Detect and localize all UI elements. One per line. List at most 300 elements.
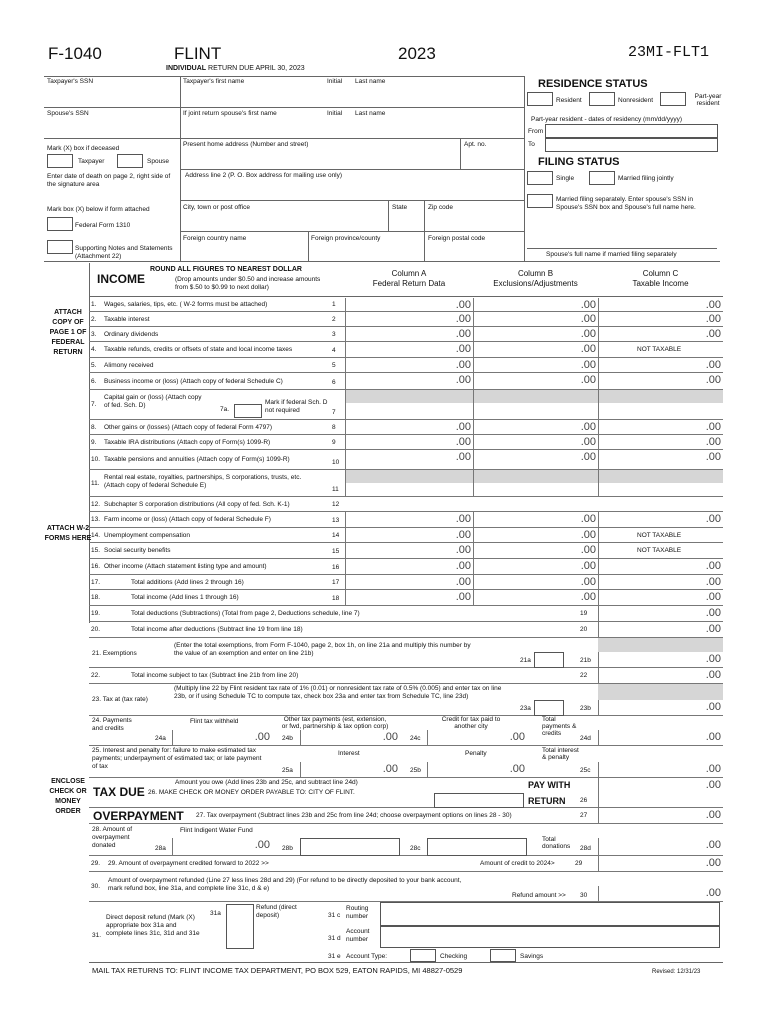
line-7a-mark-label: Mark if federal Sch. D not required (265, 399, 328, 414)
line-29-number: 29. (91, 860, 101, 867)
line-5-label: Alimony received (104, 361, 154, 369)
line-17-col-b[interactable] (473, 575, 598, 590)
line-15-col-b[interactable] (473, 543, 598, 559)
line-19-number: 19. (91, 610, 101, 617)
foreign-postal-label: Foreign postal code (428, 235, 486, 242)
partyear-checkbox[interactable] (660, 92, 686, 106)
supporting-notes-label: Supporting Notes and Statements (Attachment 22) (75, 245, 173, 260)
nonresident-checkbox[interactable] (589, 92, 615, 106)
line-3-label: Ordinary dividends (104, 330, 159, 338)
line-16-col-b[interactable] (473, 559, 598, 575)
line-9-col-c-cents: .00 (705, 436, 721, 448)
line-28d-col-c-cents: .00 (705, 839, 721, 851)
line-28c-ref: 28c (410, 845, 421, 852)
line-6-col-b-cents: .00 (580, 374, 596, 386)
shaded-cell (598, 638, 723, 652)
line-17-col-a-cents: .00 (455, 576, 471, 588)
drop-note: (Drop amounts under $0.50 and increase amounts from $.50 to $0.99 to next dollar) (175, 276, 321, 291)
line-29-ref: 29 (575, 860, 583, 867)
line-13-col-c[interactable] (598, 512, 723, 528)
line-28a-field[interactable] (172, 838, 272, 856)
line-18-number: 18. (91, 594, 101, 601)
line-4-label: Taxable refunds, credits or offsets of state and local income taxes (104, 346, 293, 353)
line-13-col-b-cents: .00 (580, 513, 596, 525)
water-fund-label: Flint Indigent Water Fund (180, 827, 253, 834)
line-10-number: 10. (91, 456, 101, 463)
routing-number-field[interactable] (380, 902, 720, 926)
spouse-fullname-label: Spouse's full name if married filing separately (546, 251, 677, 258)
line-2-col-b-cents: .00 (580, 313, 596, 325)
form1310-checkbox[interactable] (47, 217, 73, 231)
line-8-col-c-cents: .00 (705, 421, 721, 433)
line-31-label: Direct deposit refund (Mark (X) appropriate box 31a and complete lines 31c, 31d and 31e (106, 914, 200, 937)
line-23b-col-c[interactable] (598, 700, 723, 716)
line-30-col-c-cents: .00 (705, 887, 721, 899)
line-9-col-c[interactable] (598, 435, 723, 450)
line-7-ref: 7 (332, 409, 336, 416)
line-7-label: Capital gain or (loss) (Attach copy of fed. Sch. D) (104, 394, 202, 409)
overpayment-title: OVERPAYMENT (93, 809, 184, 823)
line-10-col-b-cents: .00 (580, 451, 596, 463)
line-28b-field[interactable] (300, 838, 400, 856)
line-1-col-c[interactable] (598, 298, 723, 312)
account-number-field[interactable] (380, 926, 720, 948)
line-12-number: 12. (91, 500, 101, 508)
line-24c-field-cents: .00 (509, 731, 525, 743)
line-20-col-c[interactable] (598, 622, 723, 638)
line-2-col-c[interactable] (598, 312, 723, 327)
line-16-col-b-cents: .00 (580, 560, 596, 572)
deceased-spouse-checkbox[interactable] (117, 154, 143, 168)
line-30-number: 30. (91, 883, 101, 890)
state-label: State (392, 204, 408, 211)
line-13-col-b[interactable] (473, 512, 598, 528)
income-title: INCOME (97, 272, 145, 286)
line-5-col-a[interactable] (345, 358, 473, 373)
line-8-label: Other gains or (losses) (Attach copy of federal Form 4797) (104, 423, 272, 431)
line-27-col-c[interactable] (598, 808, 723, 824)
line-4-col-a-cents: .00 (455, 343, 471, 355)
line-28d-col-c[interactable] (598, 838, 723, 856)
line-11-ref: 11 (332, 486, 339, 493)
apt-label: Apt. no. (464, 141, 487, 148)
line-26-label: 26. MAKE CHECK OR MONEY ORDER PAYABLE TO: CITY OF FLINT. (148, 789, 355, 796)
line-24-label: 24. Payments and credits (92, 717, 132, 732)
single-label: Single (556, 175, 575, 182)
line-23-text: (Multiply line 22 by Flint resident tax rate of 1% (0.01) or nonresident tax rate of 0.5% (0.005) and enter tax on line 23b, or if using Schedule TC to compute tax, check box 23a and enter tax from Schedule TC, line 23d) (174, 685, 502, 700)
line-17-col-c[interactable] (598, 575, 723, 590)
line-27-col-c-cents: .00 (705, 809, 721, 821)
line-29-credit-label: Amount of credit to 2024> (480, 860, 555, 867)
line-10-col-a[interactable] (345, 450, 473, 470)
line-25a-field[interactable] (300, 762, 400, 778)
line-10-col-a-cents: .00 (455, 451, 471, 463)
line-17-col-b-cents: .00 (580, 576, 596, 588)
line-4-col-b-cents: .00 (580, 343, 596, 355)
partyear-dates-label: Part-year resident - dates of residency (mm/dd/yyyy) (531, 116, 682, 123)
line-30-ref: 30 (580, 892, 588, 899)
line-21-text: (Enter the total exemptions, from Form F-1040, page 2, box 1h, on line 21a and multiply this number by the value of an exemption and enter on line 21b) (174, 642, 471, 657)
line-18-col-c[interactable] (598, 590, 723, 606)
line-2-ref: 2 (332, 316, 336, 323)
line-29-col-c[interactable] (598, 856, 723, 872)
line-5-col-c-cents: .00 (705, 359, 721, 371)
line-23b-label: 23b (580, 705, 591, 712)
enclose-check-note: ENCLOSE CHECK OR MONEY ORDER (49, 778, 87, 815)
line-24d-col-c[interactable] (598, 730, 723, 746)
line-28d-label: Total donations (542, 836, 571, 850)
line-26-amount-field[interactable] (434, 793, 524, 808)
line-2-col-c-cents: .00 (705, 313, 721, 325)
line-5-col-b-cents: .00 (580, 359, 596, 371)
line-16-col-a-cents: .00 (455, 560, 471, 572)
line-8-col-c[interactable] (598, 420, 723, 435)
line-24a-ref: 24a (155, 735, 166, 742)
city-title: FLINT (174, 44, 222, 63)
return-due: INDIVIDUAL RETURN DUE APRIL 30, 2023 (166, 65, 305, 72)
line-20-number: 20. (91, 626, 101, 633)
form1310-label: Federal Form 1310 (75, 222, 131, 229)
line-13-col-c-cents: .00 (705, 513, 721, 525)
death-date-note: Enter date of death on page 2, right side of the signature area (47, 173, 171, 188)
line-14-ref: 14 (332, 532, 340, 539)
line-20-col-c-cents: .00 (705, 623, 721, 635)
deceased-label: Mark (X) box if deceased (47, 145, 120, 152)
line-10-ref: 10 (332, 459, 340, 466)
line-16-ref: 16 (332, 564, 340, 571)
line-1-ref: 1 (332, 301, 336, 308)
line-15-number: 15. (91, 547, 101, 554)
savings-checkbox[interactable] (490, 949, 516, 962)
line-23a-checkbox[interactable] (534, 700, 564, 716)
line-21b-col-c[interactable] (598, 652, 723, 668)
line-3-ref: 3 (332, 331, 336, 338)
line-14-number: 14. (91, 531, 101, 539)
line-28-label: 28. Amount of overpayment donated (92, 826, 133, 849)
line-14-col-a[interactable] (345, 528, 473, 543)
line-4-col-c (598, 342, 723, 358)
line-14-col-b-cents: .00 (580, 529, 596, 541)
spouse-last-label: Last name (355, 110, 386, 117)
line-6-col-b[interactable] (473, 373, 598, 390)
line-12-label: Subchapter S corporation distributions (All copy of fed. Sch. K-1) (104, 500, 290, 508)
not-taxable-label: NOT TAXABLE (637, 531, 682, 539)
single-checkbox[interactable] (527, 171, 553, 185)
line-1-number: 1. (91, 301, 97, 308)
taxpayer-check-label: Taxpayer (78, 158, 105, 165)
line-16-label: Other income (Attach statement listing type and amount) (104, 563, 267, 570)
income-line-12 (89, 497, 723, 512)
line-30-label: Amount of overpayment refunded (Line 27 less lines 28d and 29) (For refund to be directly deposited to your bank account, mark refund box, line 31a, and complete line 31c, d & e) (108, 877, 462, 892)
form-code: 23MI-FLT1 (628, 44, 710, 61)
line-3-col-b-cents: .00 (580, 328, 596, 340)
filing-status-title: FILING STATUS (538, 156, 620, 168)
line-3-col-a-cents: .00 (455, 328, 471, 340)
line-5-col-c[interactable] (598, 358, 723, 373)
line-29-col-c-cents: .00 (705, 857, 721, 869)
line-25a-field-cents: .00 (382, 763, 398, 775)
line-4-col-a[interactable] (345, 342, 473, 358)
line-24b-field-cents: .00 (382, 731, 398, 743)
line-15-col-a[interactable] (345, 543, 473, 559)
line-21a-label: 21a (520, 657, 531, 664)
account-type-label: Account Type: (346, 953, 388, 960)
line-21b-label: 21b (580, 657, 591, 664)
line-13-col-a[interactable] (345, 512, 473, 528)
account-label: Account number (346, 928, 370, 943)
line-24b-field[interactable] (300, 730, 400, 746)
line-17-number: 17. (91, 578, 101, 586)
line-13-number: 13. (91, 516, 101, 523)
line-21b-col-c-cents: .00 (705, 653, 721, 665)
line-7-number: 7. (91, 401, 97, 408)
line-16-number: 16. (91, 563, 101, 570)
line-24c-field[interactable] (427, 730, 527, 746)
line-2-col-b[interactable] (473, 312, 598, 327)
line-8-col-b-cents: .00 (580, 421, 596, 433)
refund-amount-label: Refund amount >> (512, 892, 566, 899)
not-taxable-label: NOT TAXABLE (637, 547, 682, 554)
line-6-ref: 6 (332, 379, 336, 386)
line-9-col-b-cents: .00 (580, 436, 596, 448)
line-20-ref: 20 (580, 626, 588, 633)
line-7a-checkbox[interactable] (234, 404, 262, 418)
line-4-ref: 4 (332, 347, 336, 354)
line-24a-label: Flint tax withheld (190, 718, 239, 725)
shaded-cell (345, 470, 473, 483)
line-9-col-b[interactable] (473, 435, 598, 450)
line-3-col-c[interactable] (598, 327, 723, 342)
line-10-col-b[interactable] (473, 450, 598, 470)
line-15-col-b-cents: .00 (580, 544, 596, 556)
spouse-initial-label: Initial (327, 110, 343, 117)
shaded-cell (473, 390, 598, 403)
line-28d-ref: 28d (580, 845, 591, 852)
tax-due-title: TAX DUE (93, 785, 145, 799)
to-date-field[interactable] (545, 138, 718, 152)
address1-label: Present home address (Number and street) (183, 141, 309, 148)
initial-label: Initial (327, 78, 343, 85)
line-25c-ref: 25c (580, 767, 591, 774)
line-27-ref: 27 (580, 812, 588, 819)
line-25a-ref: 25a (282, 767, 293, 774)
line-4-number: 4. (91, 346, 97, 353)
line-9-ref: 9 (332, 439, 336, 446)
line-25b-ref: 25b (410, 767, 421, 774)
refund-direct-deposit-checkbox[interactable] (226, 904, 254, 949)
shaded-cell (598, 470, 723, 483)
line-28b-ref: 28b (282, 845, 293, 852)
line-29-label: 29. Amount of overpayment credited forward to 2022 >> (108, 860, 269, 867)
address2-label: Address line 2 (P. O. Box address for mailing use only) (185, 172, 343, 179)
line-24d-label: Total payments & credits (542, 716, 577, 737)
residence-status-title: RESIDENCE STATUS (538, 78, 648, 90)
line-3-col-b[interactable] (473, 327, 598, 342)
line-12-ref: 12 (332, 501, 340, 508)
line-19-col-c-cents: .00 (705, 607, 721, 619)
interest-label: Interest (338, 750, 360, 757)
line-19-label: Total deductions (Subtractions) (Total from page 2, Deductions schedule, line 7) (131, 610, 360, 617)
line-13-col-a-cents: .00 (455, 513, 471, 525)
line-8-number: 8. (91, 423, 97, 431)
line-14-col-a-cents: .00 (455, 529, 471, 541)
penalty-label: Penalty (465, 750, 487, 757)
line-1-col-b[interactable] (473, 298, 598, 312)
line-23-label: 23. Tax at (tax rate) (92, 696, 148, 703)
line-31a-ref: 31a (210, 910, 221, 917)
line-2-col-a[interactable] (345, 312, 473, 327)
checking-checkbox[interactable] (410, 949, 436, 962)
line-10-col-c-cents: .00 (705, 451, 721, 463)
line-15-label: Social security benefits (104, 547, 171, 554)
line-5-col-b[interactable] (473, 358, 598, 373)
line-11-number: 11. (91, 479, 100, 487)
line-9-number: 9. (91, 438, 97, 446)
return-label: RETURN (528, 796, 566, 806)
line-10-label: Taxable pensions and annuities (Attach copy of Form(s) 1099-R) (104, 456, 290, 463)
line-25-label: 25. Interest and penalty for: failure to make estimated tax payments; underpayment of estimated tax; or late payment of tax (92, 747, 262, 770)
line-16-col-c-cents: .00 (705, 560, 721, 572)
refund-dd-label: Refund (direct deposit) (256, 904, 297, 919)
line-21a-field[interactable] (534, 652, 564, 668)
joint-checkbox[interactable] (589, 171, 615, 185)
foreign-country-label: Foreign country name (183, 235, 247, 242)
checking-label: Checking (440, 953, 468, 960)
to-label: To (528, 141, 535, 148)
line-14-col-b[interactable] (473, 528, 598, 543)
resident-label: Resident (556, 97, 582, 104)
line-6-number: 6. (91, 377, 97, 385)
line-8-col-b[interactable] (473, 420, 598, 435)
line-19-col-c[interactable] (598, 606, 723, 622)
shaded-cell (598, 390, 723, 403)
from-date-field[interactable] (545, 124, 718, 138)
joint-label: Married filing jointly (618, 175, 674, 182)
line-18-col-a-cents: .00 (455, 591, 471, 603)
line-2-col-a-cents: .00 (455, 313, 471, 325)
col-a-header: Column A Federal Return Data (372, 269, 446, 288)
line-20-label: Total income after deductions (Subtract line 19 from line 18) (131, 626, 303, 633)
line-1-label: Wages, salaries, tips, etc. ( W-2 forms must be attached) (104, 301, 268, 308)
line-1-col-a-cents: .00 (455, 299, 471, 311)
line-22-label: Total income subject to tax (Subtract line 21b from line 20) (131, 672, 299, 679)
line-10-col-c[interactable] (598, 450, 723, 470)
line-15-ref: 15 (332, 548, 340, 555)
shaded-cell (598, 684, 723, 700)
line-6-col-a[interactable] (345, 373, 473, 390)
line-28a-field-cents: .00 (254, 839, 270, 851)
line-3-col-c-cents: .00 (705, 328, 721, 340)
line-7a-label: 7a. (220, 406, 230, 413)
line-17-label: Total additions (Add lines 2 through 16) (131, 578, 244, 586)
line-5-ref: 5 (332, 362, 336, 369)
line-6-col-c[interactable] (598, 373, 723, 390)
line-2-number: 2. (91, 315, 97, 323)
not-taxable-label: NOT TAXABLE (637, 346, 682, 353)
spouse-ssn-label: Spouse's SSN (47, 110, 89, 117)
resident-checkbox[interactable] (527, 92, 553, 106)
line-6-col-a-cents: .00 (455, 374, 471, 386)
line-17-ref: 17 (332, 579, 340, 586)
line-22-ref: 22 (580, 672, 588, 679)
line-18-col-b[interactable] (473, 590, 598, 606)
line-16-col-c[interactable] (598, 559, 723, 575)
last-name-label: Last name (355, 78, 386, 85)
city-label: City, town or post office (183, 204, 250, 211)
col-b-header: Column B Exclusions/Adjustments (493, 269, 578, 288)
line-17-col-a[interactable] (345, 575, 473, 590)
line-1-col-b-cents: .00 (580, 299, 596, 311)
line-3-col-a[interactable] (345, 327, 473, 342)
line-16-col-a[interactable] (345, 559, 473, 575)
line-14-col-c (598, 528, 723, 543)
line-2-label: Taxable interest (104, 315, 150, 323)
pay-with-label: PAY WITH (528, 780, 571, 790)
line-15-col-c (598, 543, 723, 559)
line-9-label: Taxable IRA distributions (Attach copy of Form(s) 1099-R) (104, 438, 271, 446)
deceased-taxpayer-checkbox[interactable] (47, 154, 73, 168)
from-label: From (528, 128, 544, 135)
line-6-col-c-cents: .00 (705, 374, 721, 386)
line-24d-col-c-cents: .00 (705, 731, 721, 743)
line-13-label: Farm income or (loss) (Attach copy of federal Schedule F) (104, 516, 271, 523)
separate-label: Married filing separately. Enter spouse's SSN in Spouse's SSN box and Spouse's full name here. (556, 196, 696, 211)
supporting-notes-checkbox[interactable] (47, 240, 73, 254)
line-28c-field[interactable] (427, 838, 527, 856)
line-25c-col-c[interactable] (598, 762, 723, 778)
line-25b-field[interactable] (427, 762, 527, 778)
line-4-col-b[interactable] (473, 342, 598, 358)
line-26-col-c[interactable] (598, 778, 723, 808)
foreign-province-label: Foreign province/county (311, 235, 381, 242)
line-24a-field-cents: .00 (254, 731, 270, 743)
line-17-col-c-cents: .00 (705, 576, 721, 588)
taxpayer-ssn-label: Taxpayer's SSN (47, 78, 94, 85)
tax-year: 2023 (398, 44, 436, 63)
line-18-col-b-cents: .00 (580, 591, 596, 603)
line-22-col-c[interactable] (598, 668, 723, 684)
line-25c-col-c-cents: .00 (705, 763, 721, 775)
line-24c-ref: 24c (410, 735, 421, 742)
line-9-col-a[interactable] (345, 435, 473, 450)
line-28a-ref: 28a (155, 845, 166, 852)
zip-label: Zip code (428, 204, 453, 211)
line-18-col-a[interactable] (345, 590, 473, 606)
mail-address: MAIL TAX RETURNS TO: FLINT INCOME TAX DEPARTMENT, PO BOX 529, EATON RAPIDS, MI 48827-0529 (92, 966, 463, 975)
line-24a-field[interactable] (172, 730, 272, 746)
first-name-label: Taxpayer's first name (183, 78, 245, 85)
line-30-col-c[interactable] (598, 886, 723, 902)
line-22-col-c-cents: .00 (705, 669, 721, 681)
line-26-col-c-cents: .00 (705, 779, 721, 791)
line-1-col-c-cents: .00 (705, 299, 721, 311)
separate-checkbox[interactable] (527, 194, 553, 208)
line-24b-ref: 24b (282, 735, 293, 742)
line-5-col-a-cents: .00 (455, 359, 471, 371)
line-14-label: Unemployment compensation (104, 531, 190, 539)
line-26-ref: 26 (580, 797, 588, 804)
line-31e-ref: 31 e (328, 953, 341, 960)
line-26-amount-label: Amount you owe (Add lines 23b and 25c, and subtract line 24d) (175, 779, 358, 786)
line-27-label: 27. Tax overpayment (Subtract lines 23b and 25c from line 24d; choose overpayment options on lines 28 - 30) (196, 812, 512, 819)
line-1-col-a[interactable] (345, 298, 473, 312)
line-8-col-a[interactable] (345, 420, 473, 435)
line-8-ref: 8 (332, 424, 336, 431)
line-25c-label: Total interest & penalty (542, 747, 579, 761)
line-24c-label: Credit for tax paid to another city (441, 716, 501, 730)
line-21-label: 21. Exemptions (92, 650, 137, 657)
partyear-label: Part-year resident (694, 93, 722, 107)
